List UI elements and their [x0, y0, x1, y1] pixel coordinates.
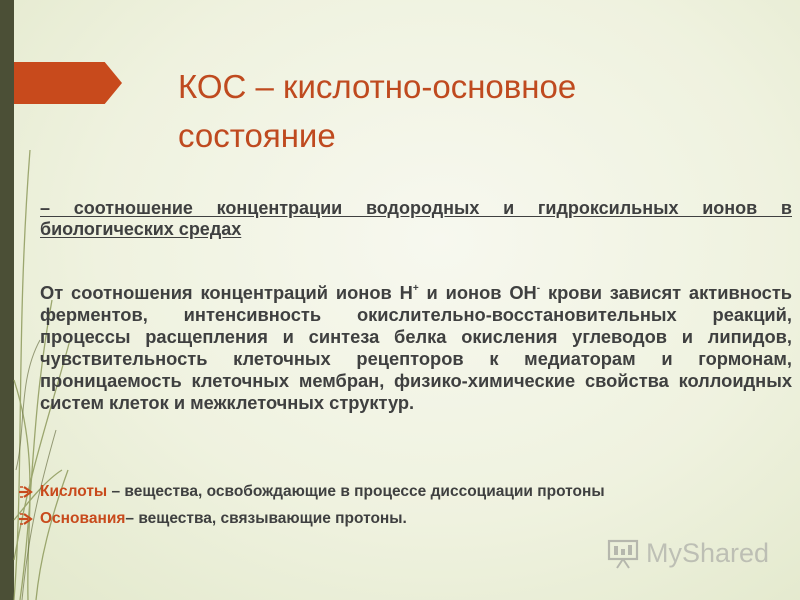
presentation-icon: [606, 536, 640, 570]
term-acids: Кислоты: [40, 483, 108, 500]
body-paragraph: [40, 282, 792, 414]
bullet-text: – вещества, освобождающие в процессе диссоциации протоны: [107, 483, 605, 500]
bullet-list: [14, 482, 792, 536]
superscript: -: [536, 283, 541, 294]
paragraph-part: крови зависят активность ферментов, интенсивность окислительно-восстановительных реакций, процессы расщепления и синтеза белка окисления углеводов и липидов, чувствительность клеточных рецепторов к медиаторам и гормонам, проницаемость клеточных мембран, физико-химические свойства коллоидных систем клеток и межклеточных структур.: [40, 282, 793, 413]
title-arrow-decoration: [14, 62, 122, 104]
superscript: +: [412, 283, 419, 294]
slide-body: [40, 198, 792, 414]
watermark: [606, 534, 769, 572]
bullet-item-acids: [14, 482, 792, 501]
watermark-text: MyShared: [646, 537, 770, 568]
term-bases: Основания: [40, 510, 126, 527]
arrow-bullet-icon: [17, 511, 35, 527]
bullet-text: – вещества, связывающие протоны.: [125, 510, 407, 527]
bullet-item-bases: [14, 509, 792, 528]
title-line: КОС – кислотно-основное: [178, 68, 577, 105]
definition-text: – соотношение концентрации водородных и гидроксильных ионов в биологических средах: [40, 198, 792, 239]
paragraph-part: и ионов ОН: [418, 282, 537, 303]
arrow-bullet-icon: [17, 484, 35, 500]
left-decor-bar: [0, 0, 14, 600]
paragraph-part: От соотношения концентраций ионов Н: [40, 282, 413, 303]
slide-title: [178, 62, 768, 160]
title-line: состояние: [178, 117, 336, 154]
